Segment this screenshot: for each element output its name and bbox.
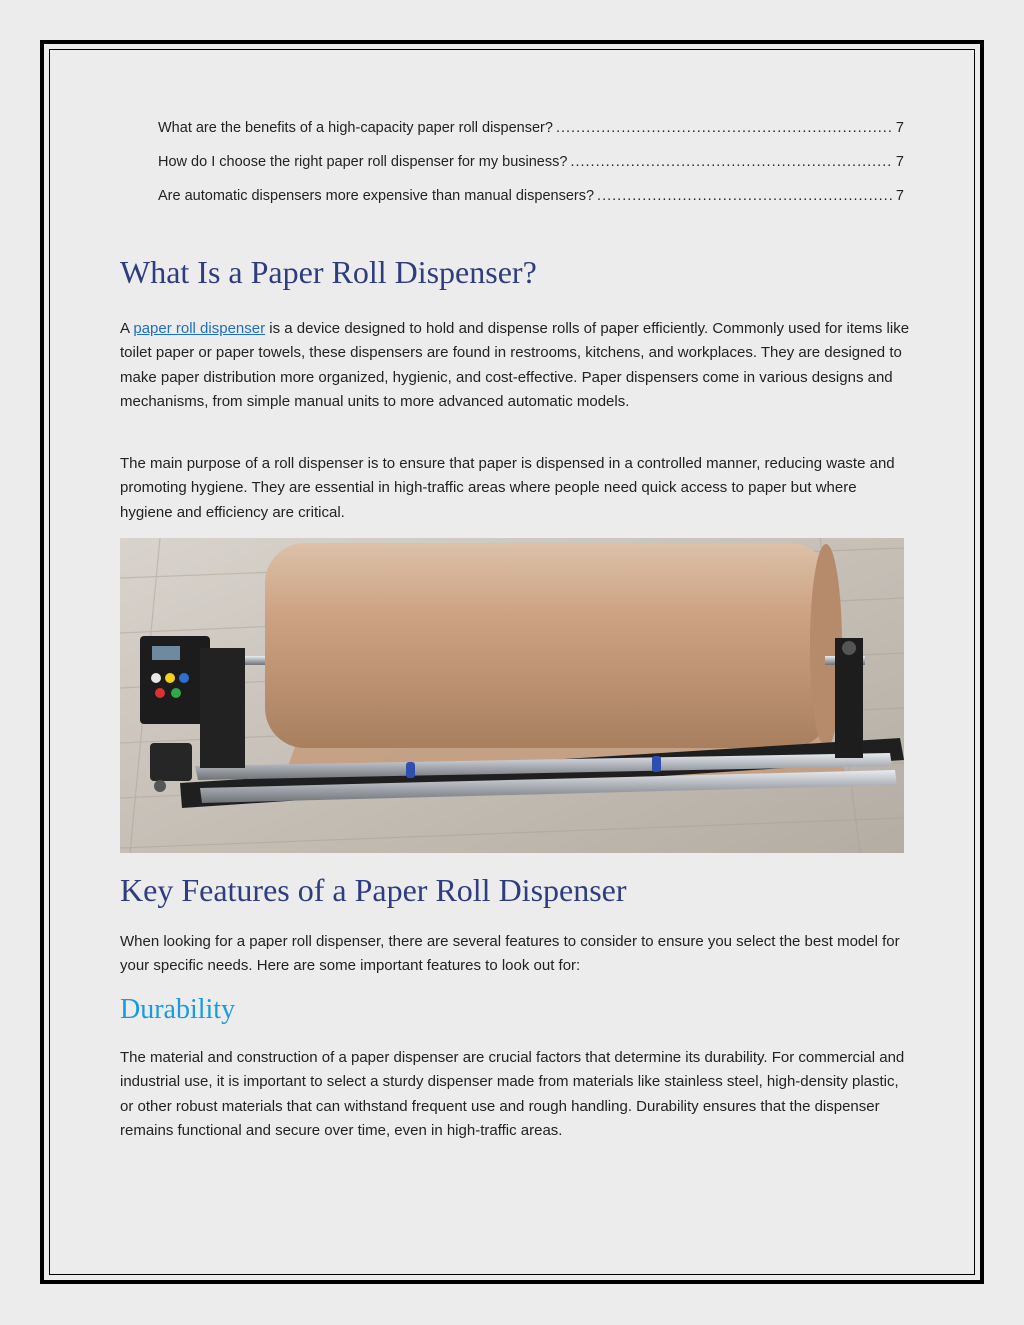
left-bracket (200, 648, 245, 768)
paper-roll-dispenser-link[interactable]: paper roll dispenser (133, 320, 266, 337)
yellow-button (165, 673, 175, 683)
subheading-durability: Durability (120, 994, 236, 1025)
bracket-bolt (842, 641, 856, 655)
toc-entry[interactable] (158, 188, 904, 222)
white-button (151, 673, 161, 683)
toc-entry-page: 7 (895, 120, 904, 136)
blue-button (179, 673, 189, 683)
red-button (155, 688, 165, 698)
para-text: is a device designed to hold and dispense rolls of paper efficiently. Commonly used for items like toilet paper or paper towels, these dispensers are found in restrooms, kitchens, and workplaces. They are designed to make paper distribution more organized, hygienic, and cost-effective. Paper dispensers come in various designs and mechanisms, from simple manual units to more advanced automatic models. (120, 320, 910, 410)
green-button (171, 688, 181, 698)
section-heading-key-features: Key Features of a Paper Roll Dispenser (120, 872, 627, 908)
table-of-contents (158, 120, 904, 222)
section-heading-what-is: What Is a Paper Roll Dispenser? (120, 254, 537, 290)
toc-entry[interactable] (158, 120, 904, 154)
toc-leader-dots (570, 154, 892, 170)
toc-entry-page: 7 (895, 188, 904, 204)
section-paragraph-purpose: The main purpose of a roll dispenser is to ensure that paper is dispensed in a controlled manner, reducing waste and promoting hygiene. They are essential in high-traffic areas where people need quick access to paper but where hygiene and efficiency are critical. (120, 455, 895, 521)
toc-leader-dots (556, 120, 893, 136)
control-display (152, 646, 180, 660)
section-paragraph-features-intro: When looking for a paper roll dispenser, there are several features to consider to ensure you select the best model for your specific needs. Here are some important features to look out for: (120, 933, 900, 975)
right-bracket (835, 638, 863, 758)
motor (150, 743, 192, 781)
rod-clip (652, 756, 661, 772)
toc-entry-text: What are the benefits of a high-capacity paper roll dispenser? (158, 120, 553, 136)
motor-shaft (154, 780, 166, 792)
section-paragraph-durability: The material and construction of a paper dispenser are crucial factors that determine its durability. For commercial and industrial use, it is important to select a sturdy dispenser made from materials like stainless steel, high-density plastic, or other robust materials that can withstand frequent use and rough handling. Durability ensures that the dispenser remains functional and secure over time, even in high-traffic areas. (120, 1049, 905, 1139)
rod-clip (406, 762, 415, 778)
toc-entry-text: Are automatic dispensers more expensive than manual dispensers? (158, 188, 595, 204)
toc-entry-text: How do I choose the right paper roll dispenser for my business? (158, 154, 568, 170)
paper-roll-dispenser-photo (120, 538, 904, 853)
toc-leader-dots (597, 188, 893, 204)
dispenser-illustration (120, 538, 904, 853)
toc-entry-page: 7 (895, 154, 904, 170)
toc-entry[interactable] (158, 154, 904, 188)
section-paragraph-intro (120, 317, 910, 414)
kraft-paper-roll (265, 543, 830, 748)
para-text: A (120, 320, 134, 337)
